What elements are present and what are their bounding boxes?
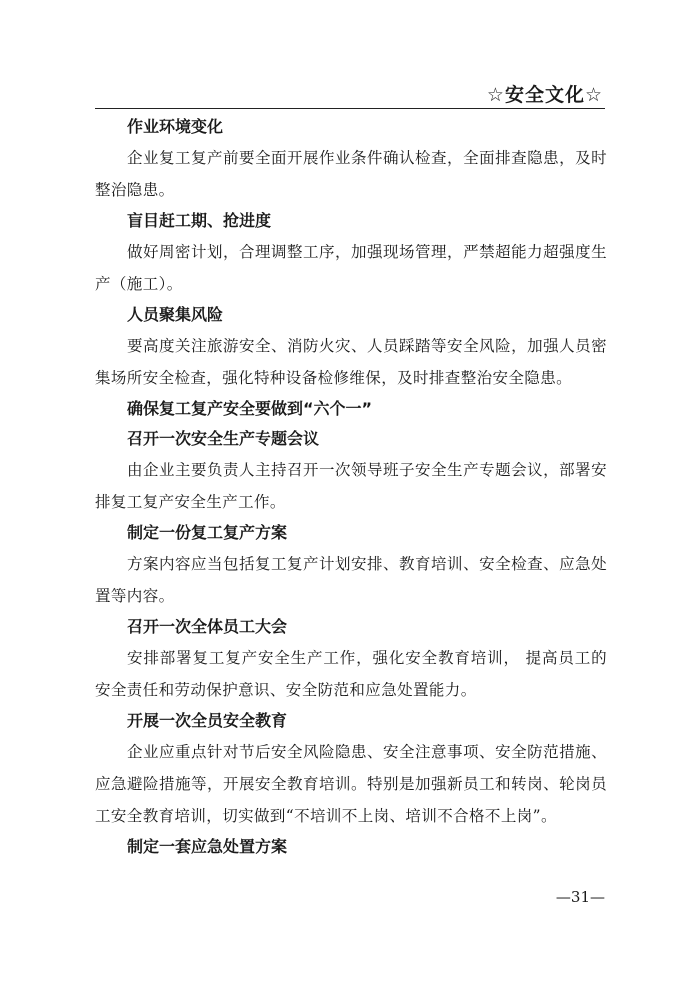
section-heading: 召开一次安全生产专题会议 — [127, 429, 320, 448]
section-heading: 人员聚集风险 — [127, 305, 224, 324]
page-number: —31— — [555, 888, 605, 906]
section-paragraph: 由企业主要负责人主持召开一次领导班子安全生产专题会议，部署安排复工复产安全生产工作。 — [95, 461, 607, 511]
section-heading: 制定一套应急处置方案 — [127, 837, 288, 856]
section-heading: 开展一次全员安全教育 — [127, 711, 288, 730]
header-title: ☆安全文化☆ — [486, 84, 603, 106]
section-paragraph: 企业复工复产前要全面开展作业条件确认检查，全面排查隐患，及时整治隐患。 — [95, 149, 607, 199]
section-heading: 召开一次全体员工大会 — [127, 617, 288, 636]
section-heading: 盲目赶工期、抢进度 — [127, 211, 272, 230]
section-heading: 作业环境变化 — [127, 117, 224, 136]
article-body — [95, 112, 607, 862]
section-paragraph: 方案内容应当包括复工复产计划安排、教育培训、安全检查、应急处置等内容。 — [95, 555, 607, 605]
section-paragraph: 做好周密计划，合理调整工序，加强现场管理，严禁超能力超强度生产（施工）。 — [95, 243, 607, 293]
section-heading: 制定一份复工复产方案 — [127, 523, 288, 542]
section-paragraph: 安排部署复工复产安全生产工作，强化安全教育培训， 提高员工的安全责任和劳动保护意识、安全防范和应急处置能力。 — [95, 649, 607, 699]
section-paragraph: 企业应重点针对节后安全风险隐患、安全注意事项、安全防范措施、应急避险措施等，开展安全教育培训。特别是加强新员工和转岗、轮岗员工安全教育培训，切实做到“不培训不上岗、培训不合格不上岗”。 — [95, 743, 607, 825]
section-heading-main: 确保复工复产安全要做到“六个一” — [127, 399, 373, 418]
page-header — [95, 78, 605, 109]
section-paragraph: 要高度关注旅游安全、消防火灾、人员踩踏等安全风险，加强人员密集场所安全检查，强化特种设备检修维保，及时排查整治安全隐患。 — [95, 337, 607, 387]
